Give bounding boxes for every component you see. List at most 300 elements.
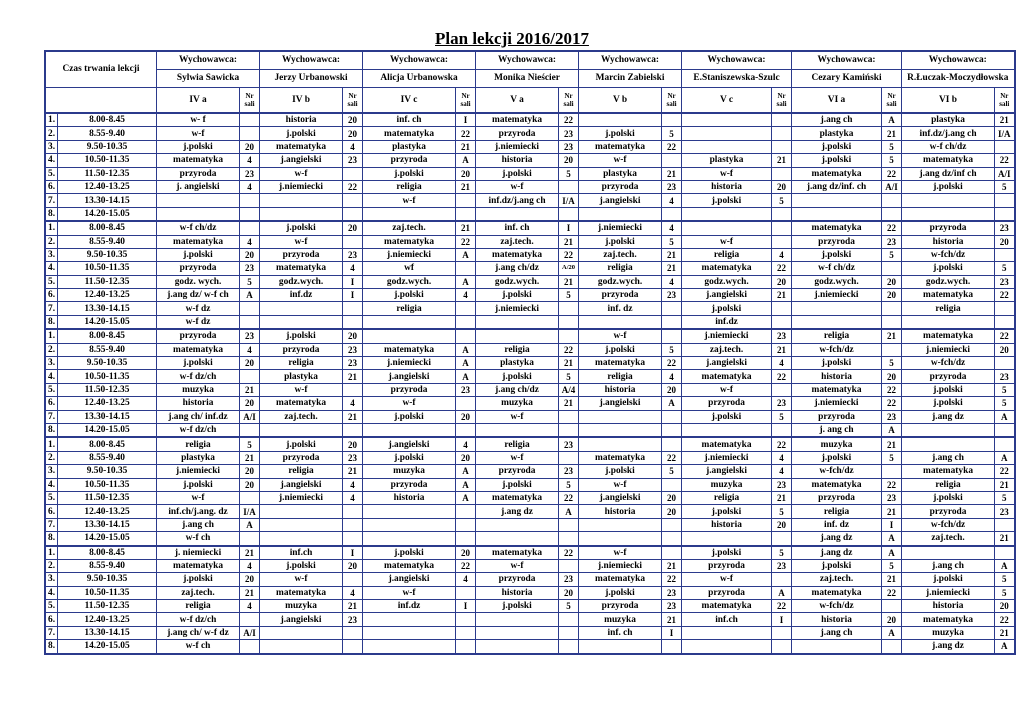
lesson-cell: j.polski: [902, 491, 995, 504]
lesson-cell: [157, 207, 240, 221]
lesson-cell: plastyka: [476, 357, 559, 370]
room-number: 22: [456, 127, 476, 140]
room-number: 5: [559, 289, 579, 302]
lesson-cell: [260, 640, 343, 654]
lesson-cell: przyroda: [363, 478, 456, 491]
lesson-cell: w-f: [363, 586, 456, 599]
lesson-cell: [579, 423, 662, 437]
lesson-cell: muzyka: [157, 383, 240, 396]
room-number: A/I: [882, 180, 902, 193]
room-number: 5: [559, 600, 579, 613]
lesson-cell: j.niemiecki: [476, 302, 559, 315]
lesson-number: 2.: [45, 559, 58, 572]
lesson-cell: przyroda: [157, 329, 240, 343]
room-number: 21: [456, 221, 476, 235]
lesson-cell: [902, 207, 995, 221]
room-number: [559, 626, 579, 639]
room-number: [456, 194, 476, 207]
lesson-row: [45, 235, 1015, 248]
lesson-number: 1.: [45, 437, 58, 451]
lesson-time: 13.30-14.15: [58, 410, 157, 423]
lesson-cell: matematyka: [682, 262, 772, 275]
lesson-cell: matematyka: [157, 559, 240, 572]
room-number: A/I: [240, 626, 260, 639]
room-number: [456, 613, 476, 626]
room-number: [772, 532, 792, 546]
room-number: 23: [772, 329, 792, 343]
lesson-time: 12.40-13.25: [58, 180, 157, 193]
room-number: 5: [995, 262, 1015, 275]
lesson-cell: zaj.tech.: [363, 221, 456, 235]
room-number: 22: [882, 383, 902, 396]
lesson-number: 1.: [45, 221, 58, 235]
lesson-cell: plastyka: [260, 370, 343, 383]
class-name: IV c: [363, 88, 456, 114]
lesson-time: 10.50-11.35: [58, 478, 157, 491]
room-number: 23: [343, 357, 363, 370]
lesson-number: 1.: [45, 113, 58, 127]
lesson-cell: matematyka: [363, 559, 456, 572]
room-number: [882, 302, 902, 315]
lesson-time: 11.50-12.35: [58, 275, 157, 288]
lesson-cell: historia: [792, 370, 882, 383]
room-number: 22: [772, 262, 792, 275]
lesson-cell: historia: [902, 235, 995, 248]
room-header: Nr sali: [772, 88, 792, 114]
room-number: 20: [882, 613, 902, 626]
lesson-number: 1.: [45, 546, 58, 560]
room-number: 5: [882, 154, 902, 167]
lesson-number: 3.: [45, 248, 58, 261]
lesson-cell: [260, 194, 343, 207]
room-number: 4: [343, 586, 363, 599]
room-number: [240, 221, 260, 235]
room-number: [343, 532, 363, 546]
lesson-cell: [363, 329, 456, 343]
lesson-cell: w-f: [260, 167, 343, 180]
room-number: 23: [995, 221, 1015, 235]
room-number: 23: [343, 613, 363, 626]
room-number: [559, 423, 579, 437]
room-number: I: [882, 518, 902, 531]
lesson-cell: w-f: [260, 383, 343, 396]
room-number: 20: [456, 167, 476, 180]
room-number: I: [343, 289, 363, 302]
lesson-cell: j.ang ch: [902, 451, 995, 464]
room-number: 20: [772, 275, 792, 288]
lesson-cell: [260, 423, 343, 437]
room-number: A/4: [559, 383, 579, 396]
lesson-cell: w-f: [579, 546, 662, 560]
room-number: 21: [662, 262, 682, 275]
teacher-name: Cezary Kamiński: [792, 70, 902, 88]
room-number: [882, 600, 902, 613]
room-number: 22: [772, 600, 792, 613]
lesson-cell: matematyka: [682, 437, 772, 451]
lesson-cell: j.polski: [260, 221, 343, 235]
lesson-cell: godz.wych.: [476, 275, 559, 288]
lesson-cell: przyroda: [792, 491, 882, 504]
room-number: 23: [559, 437, 579, 451]
lesson-time: 8.55-9.40: [58, 235, 157, 248]
room-number: 5: [882, 248, 902, 261]
lesson-row: [45, 315, 1015, 329]
room-number: 23: [559, 140, 579, 153]
lesson-row: [45, 465, 1015, 478]
lesson-cell: j.ang ch/dz: [476, 383, 559, 396]
room-number: 5: [772, 505, 792, 518]
room-number: 4: [240, 235, 260, 248]
room-number: [772, 573, 792, 586]
room-number: 20: [240, 573, 260, 586]
lesson-row: [45, 640, 1015, 654]
lesson-cell: [363, 207, 456, 221]
lesson-cell: j. angielski: [157, 180, 240, 193]
room-number: I: [662, 626, 682, 639]
room-number: [240, 194, 260, 207]
lesson-cell: j.angielski: [363, 573, 456, 586]
room-number: [662, 423, 682, 437]
room-number: 4: [240, 180, 260, 193]
lesson-cell: religia: [579, 370, 662, 383]
lesson-cell: [792, 207, 882, 221]
lesson-cell: [902, 194, 995, 207]
lesson-cell: w-f: [682, 167, 772, 180]
lesson-cell: j.ang dz/inf. ch: [792, 180, 882, 193]
room-number: [995, 437, 1015, 451]
class-name: IV a: [157, 88, 240, 114]
room-number: 20: [662, 383, 682, 396]
lesson-cell: j.polski: [363, 546, 456, 560]
room-number: [662, 410, 682, 423]
room-number: [662, 478, 682, 491]
room-number: [882, 465, 902, 478]
lesson-number: 4.: [45, 478, 58, 491]
room-number: 5: [772, 410, 792, 423]
room-number: A: [456, 465, 476, 478]
lesson-cell: inf. dz: [579, 302, 662, 315]
lesson-cell: matematyka: [157, 235, 240, 248]
teacher-name: Monika Nieścier: [476, 70, 579, 88]
lesson-cell: j.ang dz/inf ch: [902, 167, 995, 180]
lesson-cell: w-f: [157, 127, 240, 140]
room-number: 23: [343, 248, 363, 261]
room-number: [772, 640, 792, 654]
room-number: 4: [343, 478, 363, 491]
lesson-cell: religia: [902, 478, 995, 491]
room-number: I/A: [995, 127, 1015, 140]
lesson-cell: j.polski: [902, 573, 995, 586]
lesson-cell: [363, 518, 456, 531]
room-number: A: [559, 505, 579, 518]
class-name: VI b: [902, 88, 995, 114]
room-number: [343, 640, 363, 654]
lesson-cell: muzyka: [902, 626, 995, 639]
lesson-cell: j.ang ch: [792, 113, 882, 127]
lesson-cell: j.polski: [157, 357, 240, 370]
lesson-cell: przyroda: [363, 383, 456, 396]
lesson-cell: przyroda: [260, 343, 343, 356]
room-number: 21: [456, 180, 476, 193]
lesson-cell: w-f dz/ch: [157, 423, 240, 437]
lesson-cell: j.ang ch: [792, 626, 882, 639]
lesson-time: 14.20-15.05: [58, 207, 157, 221]
room-header: Nr sali: [662, 88, 682, 114]
lesson-cell: j.polski: [792, 154, 882, 167]
room-number: A: [456, 478, 476, 491]
lesson-number: 7.: [45, 410, 58, 423]
room-number: [882, 262, 902, 275]
lesson-cell: przyroda: [792, 410, 882, 423]
room-number: 5: [662, 465, 682, 478]
lesson-cell: przyroda: [157, 262, 240, 275]
lesson-time: 8.55-9.40: [58, 451, 157, 464]
lesson-cell: religia: [260, 357, 343, 370]
room-number: 21: [240, 546, 260, 560]
lesson-row: [45, 491, 1015, 504]
room-number: 20: [662, 491, 682, 504]
room-number: A: [456, 491, 476, 504]
room-number: 23: [343, 343, 363, 356]
room-number: 4: [456, 573, 476, 586]
lesson-cell: j.polski: [260, 437, 343, 451]
room-number: 21: [995, 113, 1015, 127]
lesson-cell: [682, 207, 772, 221]
lesson-cell: plastyka: [157, 451, 240, 464]
teacher-name: Jerzy Urbanowski: [260, 70, 363, 88]
room-number: A: [995, 640, 1015, 654]
room-number: 21: [240, 586, 260, 599]
room-number: 20: [343, 559, 363, 572]
lesson-cell: przyroda: [157, 167, 240, 180]
room-number: A: [240, 518, 260, 531]
lesson-cell: [260, 302, 343, 315]
wychowawca-label: Wychowawca:: [579, 51, 682, 70]
lesson-number: 4.: [45, 154, 58, 167]
lesson-cell: w- f: [157, 113, 240, 127]
lesson-number: 5.: [45, 600, 58, 613]
lesson-cell: zaj.tech.: [260, 410, 343, 423]
lesson-cell: j.angielski: [363, 370, 456, 383]
lesson-time: 14.20-15.05: [58, 532, 157, 546]
room-number: 22: [995, 154, 1015, 167]
room-number: 4: [343, 262, 363, 275]
lesson-cell: [260, 626, 343, 639]
lesson-cell: j.angielski: [682, 465, 772, 478]
room-number: 21: [995, 626, 1015, 639]
lesson-cell: j.niemiecki: [363, 357, 456, 370]
lesson-cell: [363, 315, 456, 329]
lesson-cell: inf.dz/j.ang ch: [476, 194, 559, 207]
room-number: 23: [772, 559, 792, 572]
lesson-time: 13.30-14.15: [58, 626, 157, 639]
lesson-cell: religia: [157, 600, 240, 613]
lesson-cell: [476, 329, 559, 343]
room-number: I/A: [559, 194, 579, 207]
lesson-cell: j.polski: [157, 478, 240, 491]
lesson-row: [45, 600, 1015, 613]
lesson-cell: j.polski: [579, 235, 662, 248]
room-number: [240, 423, 260, 437]
room-number: [995, 423, 1015, 437]
room-number: 22: [662, 140, 682, 153]
room-number: [456, 329, 476, 343]
lesson-row: [45, 127, 1015, 140]
room-number: [662, 437, 682, 451]
lesson-cell: historia: [476, 586, 559, 599]
lesson-cell: [579, 113, 662, 127]
lesson-cell: matematyka: [792, 167, 882, 180]
room-number: [343, 235, 363, 248]
room-number: 23: [343, 451, 363, 464]
lesson-cell: j.polski: [902, 262, 995, 275]
lesson-cell: j.polski: [902, 397, 995, 410]
lesson-cell: religia: [792, 505, 882, 518]
lesson-cell: [579, 410, 662, 423]
room-number: [343, 518, 363, 531]
lesson-cell: plastyka: [682, 154, 772, 167]
room-number: 22: [995, 329, 1015, 343]
room-number: [456, 207, 476, 221]
room-number: [343, 302, 363, 315]
lesson-cell: [579, 532, 662, 546]
room-number: 20: [995, 343, 1015, 356]
lesson-time: 10.50-11.35: [58, 370, 157, 383]
room-number: 21: [882, 573, 902, 586]
room-number: 21: [662, 559, 682, 572]
lesson-cell: [792, 640, 882, 654]
lesson-cell: w-f: [476, 180, 559, 193]
room-number: [559, 329, 579, 343]
lesson-cell: w-f dz: [157, 315, 240, 329]
lesson-row: [45, 154, 1015, 167]
room-number: [240, 207, 260, 221]
lesson-cell: j.polski: [476, 289, 559, 302]
lesson-cell: w-f: [363, 397, 456, 410]
class-name: V b: [579, 88, 662, 114]
lesson-cell: j.polski: [792, 357, 882, 370]
room-number: A: [882, 546, 902, 560]
lesson-cell: muzyka: [792, 437, 882, 451]
room-header: Nr sali: [882, 88, 902, 114]
lesson-cell: [682, 221, 772, 235]
lesson-cell: plastyka: [902, 113, 995, 127]
lesson-cell: matematyka: [260, 140, 343, 153]
lesson-cell: inf.ch: [682, 613, 772, 626]
lesson-cell: w-f: [476, 410, 559, 423]
room-number: 4: [662, 221, 682, 235]
lesson-cell: przyroda: [476, 127, 559, 140]
lesson-row: [45, 113, 1015, 127]
lesson-cell: matematyka: [363, 343, 456, 356]
lesson-cell: przyroda: [579, 600, 662, 613]
lesson-cell: historia: [579, 505, 662, 518]
lesson-cell: [792, 302, 882, 315]
room-header: Nr sali: [456, 88, 476, 114]
lesson-cell: [682, 140, 772, 153]
room-number: [662, 640, 682, 654]
room-number: [772, 221, 792, 235]
lesson-cell: inf. ch: [476, 221, 559, 235]
lesson-cell: historia: [902, 600, 995, 613]
lesson-cell: matematyka: [579, 140, 662, 153]
lesson-row: [45, 194, 1015, 207]
teacher-name: Sylwia Sawicka: [157, 70, 260, 88]
lesson-time: 10.50-11.35: [58, 154, 157, 167]
room-number: 5: [559, 167, 579, 180]
lesson-row: [45, 573, 1015, 586]
lesson-cell: j.ang ch/ w-f dz: [157, 626, 240, 639]
lesson-cell: j.polski: [260, 329, 343, 343]
room-number: 20: [343, 127, 363, 140]
lesson-cell: matematyka: [157, 154, 240, 167]
room-number: 5: [995, 586, 1015, 599]
lesson-cell: matematyka: [902, 154, 995, 167]
room-number: [240, 315, 260, 329]
room-number: [240, 302, 260, 315]
wychowawca-label: Wychowawca:: [682, 51, 792, 70]
lesson-cell: j.niemiecki: [260, 491, 343, 504]
room-number: 5: [882, 559, 902, 572]
lesson-number: 3.: [45, 357, 58, 370]
lesson-cell: j.polski: [260, 127, 343, 140]
lesson-cell: j.ang dz/ w-f ch: [157, 289, 240, 302]
lesson-cell: [157, 194, 240, 207]
lesson-cell: w-f dz: [157, 302, 240, 315]
lesson-cell: matematyka: [579, 451, 662, 464]
lesson-cell: zaj.tech.: [902, 532, 995, 546]
lesson-number: 8.: [45, 423, 58, 437]
wychowawca-label: Wychowawca:: [157, 51, 260, 70]
timetable: [44, 50, 1016, 655]
room-number: 4: [240, 154, 260, 167]
lesson-cell: [682, 423, 772, 437]
lesson-cell: inf.dz: [363, 600, 456, 613]
timetable-body: [45, 51, 1015, 654]
lesson-cell: przyroda: [792, 235, 882, 248]
room-number: 20: [343, 329, 363, 343]
lesson-time: 11.50-12.35: [58, 167, 157, 180]
room-number: 20: [559, 586, 579, 599]
lesson-cell: j.ang dz: [902, 410, 995, 423]
room-number: 21: [240, 451, 260, 464]
lesson-cell: j.polski: [792, 248, 882, 261]
lesson-cell: historia: [260, 113, 343, 127]
room-number: I: [456, 113, 476, 127]
room-number: 22: [882, 586, 902, 599]
room-number: [662, 329, 682, 343]
room-number: I: [343, 546, 363, 560]
lesson-cell: zaj.tech.: [682, 343, 772, 356]
lesson-time: 13.30-14.15: [58, 518, 157, 531]
lesson-cell: j.niemiecki: [682, 451, 772, 464]
lesson-number: 7.: [45, 626, 58, 639]
room-number: 23: [456, 383, 476, 396]
lesson-time: 10.50-11.35: [58, 586, 157, 599]
lesson-row: [45, 451, 1015, 464]
room-number: [559, 207, 579, 221]
room-number: 22: [559, 546, 579, 560]
wychowawca-label: Wychowawca:: [902, 51, 1015, 70]
lesson-time: 8.00-8.45: [58, 437, 157, 451]
room-number: 23: [559, 127, 579, 140]
room-number: [559, 613, 579, 626]
lesson-cell: zaj.tech.: [792, 573, 882, 586]
room-number: 21: [995, 532, 1015, 546]
room-number: [772, 626, 792, 639]
class-name: VI a: [792, 88, 882, 114]
room-number: 5: [559, 370, 579, 383]
